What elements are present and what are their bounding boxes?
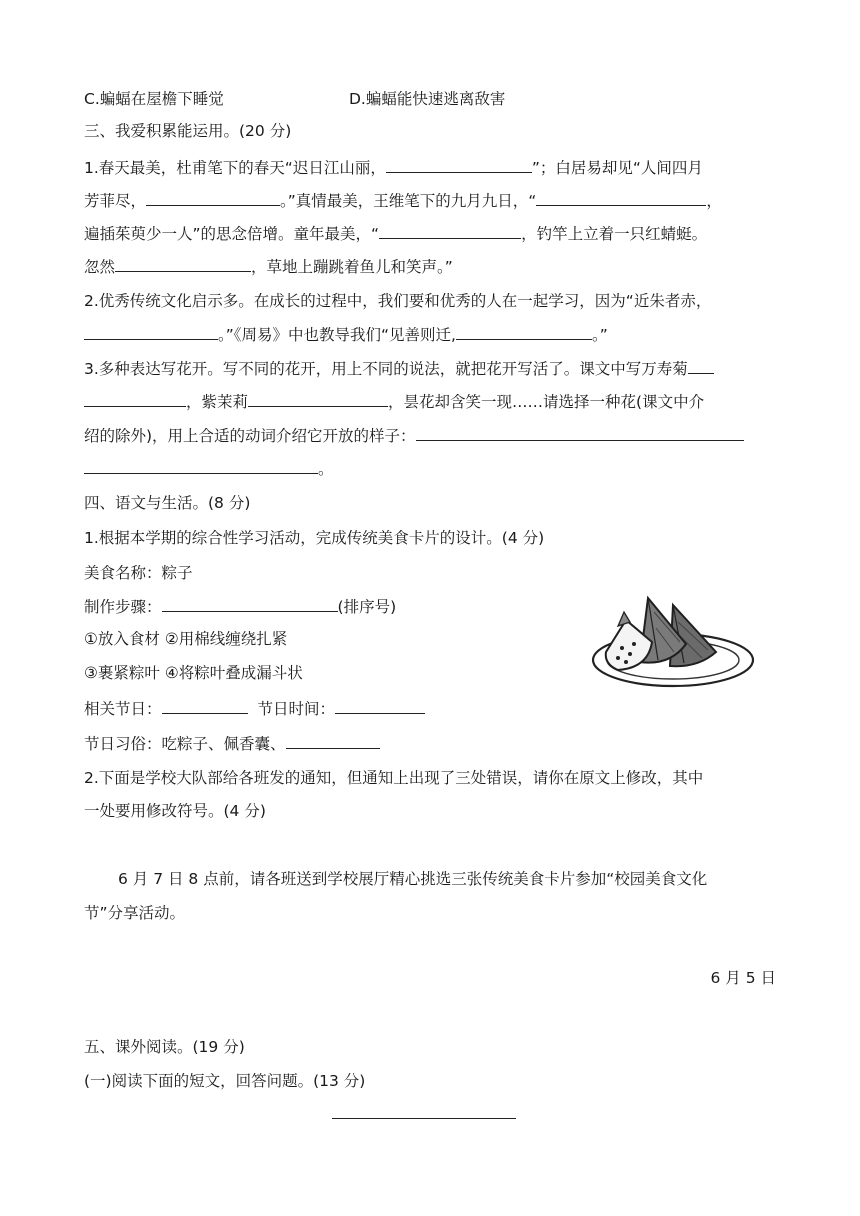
answer-blank[interactable]: [688, 357, 714, 374]
s3-q2-line1: 2.优秀传统文化启示多。在成长的过程中，我们要和优秀的人在一起学习，因为“近朱者赤，: [84, 292, 712, 310]
answer-blank[interactable]: [335, 697, 425, 714]
s3-q1-line4: 忽然 ，草地上蹦跳着鱼儿和笑声。”: [84, 255, 453, 278]
option-d: D.蝙蝠能快速逃离敌害: [349, 90, 506, 108]
answer-blank[interactable]: [84, 390, 186, 407]
s3-q3-line3: 绍的除外)，用上合适的动词介绍它开放的样子：: [84, 424, 744, 447]
festival-row: 相关节日： 节日时间：: [84, 697, 425, 720]
s3-q3-line4: 。: [84, 457, 334, 480]
s3-q3-line1: 3.多种表达写花开。写不同的花开，用上不同的说法，就把花开写活了。课文中写万寿菊: [84, 357, 714, 380]
s4-q1-intro: 1.根据本学期的综合性学习活动，完成传统美食卡片的设计。(4 分): [84, 529, 545, 547]
option-c: C.蝙蝠在屋檐下睡觉: [84, 90, 224, 108]
section4-title: 四、语文与生活。(8 分): [84, 494, 251, 512]
answer-blank[interactable]: [379, 222, 521, 239]
answer-blank[interactable]: [386, 156, 532, 173]
answer-blank[interactable]: [456, 323, 592, 340]
answer-blank[interactable]: [162, 697, 248, 714]
s3-q3-line2: ，紫茉莉 ，昙花却含笑一现……请选择一种花(课文中介: [84, 390, 704, 413]
answer-blank[interactable]: [286, 732, 380, 749]
answer-blank[interactable]: [416, 424, 744, 441]
notice-line2: 节”分享活动。: [84, 904, 186, 922]
steps-row: 制作步骤： (排序号): [84, 595, 396, 618]
notice-date: 6 月 5 日: [710, 969, 776, 987]
passage-title-blank[interactable]: [332, 1118, 516, 1119]
food-name: 美食名称：粽子: [84, 564, 193, 582]
zongzi-illustration: [588, 590, 758, 690]
answer-blank[interactable]: [162, 595, 338, 612]
steps-options-1: ①放入食材 ②用棉线缠绕扎紧: [84, 630, 288, 648]
s3-q1-line3: 遍插茱萸少一人”的思念倍增。童年最美，“ ，钓竿上立着一只红蜻蜓。: [84, 222, 707, 245]
s3-q2-line2: 。”《周易》中也教导我们“见善则迁, 。”: [84, 323, 608, 346]
answer-blank[interactable]: [84, 457, 318, 474]
s3-q1-line2: 芳菲尽， 。”真情最美，王维笔下的九月九日，“ ，: [84, 189, 722, 212]
answer-blank[interactable]: [146, 189, 280, 206]
answer-blank[interactable]: [536, 189, 706, 206]
steps-options-2: ③裹紧粽叶 ④将粽叶叠成漏斗状: [84, 664, 303, 682]
answer-options-row: [84, 88, 224, 110]
s4-q2-line2: 一处要用修改符号。(4 分): [84, 802, 266, 820]
s3-q1-line1: 1.春天最美，杜甫笔下的春天“迟日江山丽， ”；白居易却见“人间四月: [84, 156, 703, 179]
answer-blank[interactable]: [248, 390, 388, 407]
s4-q2-line1: 2.下面是学校大队部给各班发的通知，但通知上出现了三处错误，请你在原文上修改，其中: [84, 769, 704, 787]
section3-title: 三、我爱积累能运用。(20 分): [84, 122, 292, 140]
option-d-row: [349, 88, 505, 110]
notice-line1: 6 月 7 日 8 点前，请各班送到学校展厅精心挑选三张传统美食卡片参加“校园美食文化: [118, 870, 708, 888]
answer-blank[interactable]: [84, 323, 218, 340]
custom-row: 节日习俗：吃粽子、佩香囊、: [84, 732, 380, 755]
s5-sub1: (一)阅读下面的短文，回答问题。(13 分): [84, 1072, 366, 1090]
section5-title: 五、课外阅读。(19 分): [84, 1038, 245, 1056]
answer-blank[interactable]: [115, 255, 251, 272]
